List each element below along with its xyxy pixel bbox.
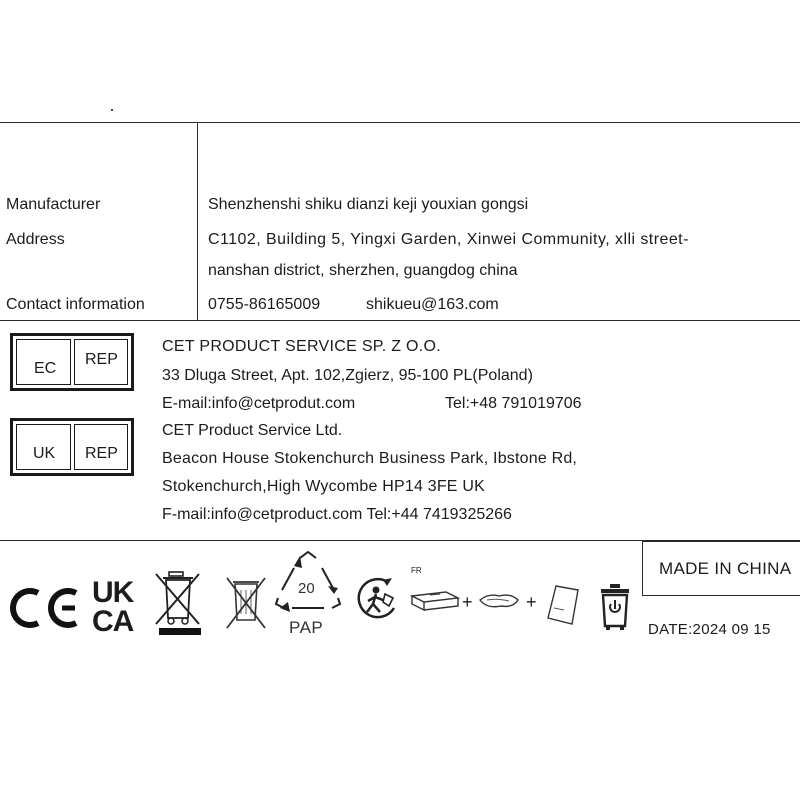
ec-rep-left-cell: [16, 339, 71, 385]
speck: [111, 109, 113, 111]
uk-rep-right-label: REP: [85, 445, 118, 462]
uk-rep-symbol: [10, 418, 134, 476]
uk-rep-company: CET Product Service Ltd.: [162, 422, 343, 439]
recycling-number: 20: [298, 580, 315, 597]
address-line-1: C1102, Building 5, Yingxi Garden, Xinwei Community, xlli street-: [208, 231, 689, 248]
uk-rep-right-cell: [74, 424, 128, 470]
table-bottom-rule: [0, 320, 800, 321]
packaging-box-icon: [410, 588, 460, 616]
production-date: DATE:2024 09 15: [648, 621, 771, 638]
contact-information-label: Contact information: [6, 296, 145, 313]
manufacturer-name: Shenzhenshi shiku dianzi keji youxian gongsi: [208, 196, 529, 213]
ec-rep-address: 33 Dluga Street, Apt. 102,Zgierz, 95-100 PL(Poland): [162, 367, 533, 384]
ce-mark-icon: [10, 585, 80, 631]
made-in-text: MADE IN CHINA: [659, 559, 792, 578]
ec-rep-right-label: REP: [85, 351, 118, 368]
recycling-pap-20-icon: [272, 550, 344, 638]
weee-bin-icon: [153, 570, 207, 638]
ec-rep-left-label: EC: [34, 360, 57, 377]
uk-rep-address-line-2: Stokenchurch,High Wycombe HP14 3FE UK: [162, 478, 485, 495]
paper-leaflet-icon: [544, 584, 582, 628]
battery-bin-icon: [225, 574, 271, 632]
ec-rep-symbol: [10, 333, 134, 391]
ec-rep-email: E-mail:info@cetprodut.com: [162, 395, 356, 412]
recycling-bin-icon: [598, 582, 632, 632]
uk-rep-contact: F-mail:info@cetproduct.com Tel:+44 7419325266: [162, 506, 512, 523]
triman-icon: [356, 576, 402, 622]
table-column-divider: [197, 122, 198, 320]
uk-rep-left-label: UK: [33, 445, 56, 462]
address-label: Address: [6, 231, 65, 248]
contact-phone: 0755-86165009: [208, 296, 321, 313]
uk-rep-left-cell: [16, 424, 71, 470]
plus-sign-2: +: [526, 592, 537, 612]
ec-rep-tel: Tel:+48 791019706: [445, 395, 582, 412]
ukca-mark-icon: [92, 578, 146, 638]
uk-rep-address-line-1: Beacon House Stokenchurch Business Park, Ibstone Rd,: [162, 450, 578, 467]
ec-rep-right-cell: [74, 339, 128, 385]
plus-sign-1: +: [462, 592, 473, 612]
made-in-box: [642, 541, 800, 596]
triman-fr-label: FR: [411, 566, 422, 575]
table-top-rule: [0, 122, 800, 123]
manufacturer-label: Manufacturer: [6, 196, 101, 213]
ukca-bottom-text: CA: [92, 605, 134, 638]
address-line-2: nanshan district, sherzhen, guangdog china: [208, 262, 518, 279]
recycling-code: PAP: [289, 618, 324, 637]
plastic-bag-icon: [477, 590, 521, 614]
ukca-top-text: UK: [92, 576, 134, 609]
ec-rep-company: CET PRODUCT SERVICE SP. Z O.O.: [162, 338, 441, 355]
contact-email: shikueu@163.com: [366, 296, 499, 313]
